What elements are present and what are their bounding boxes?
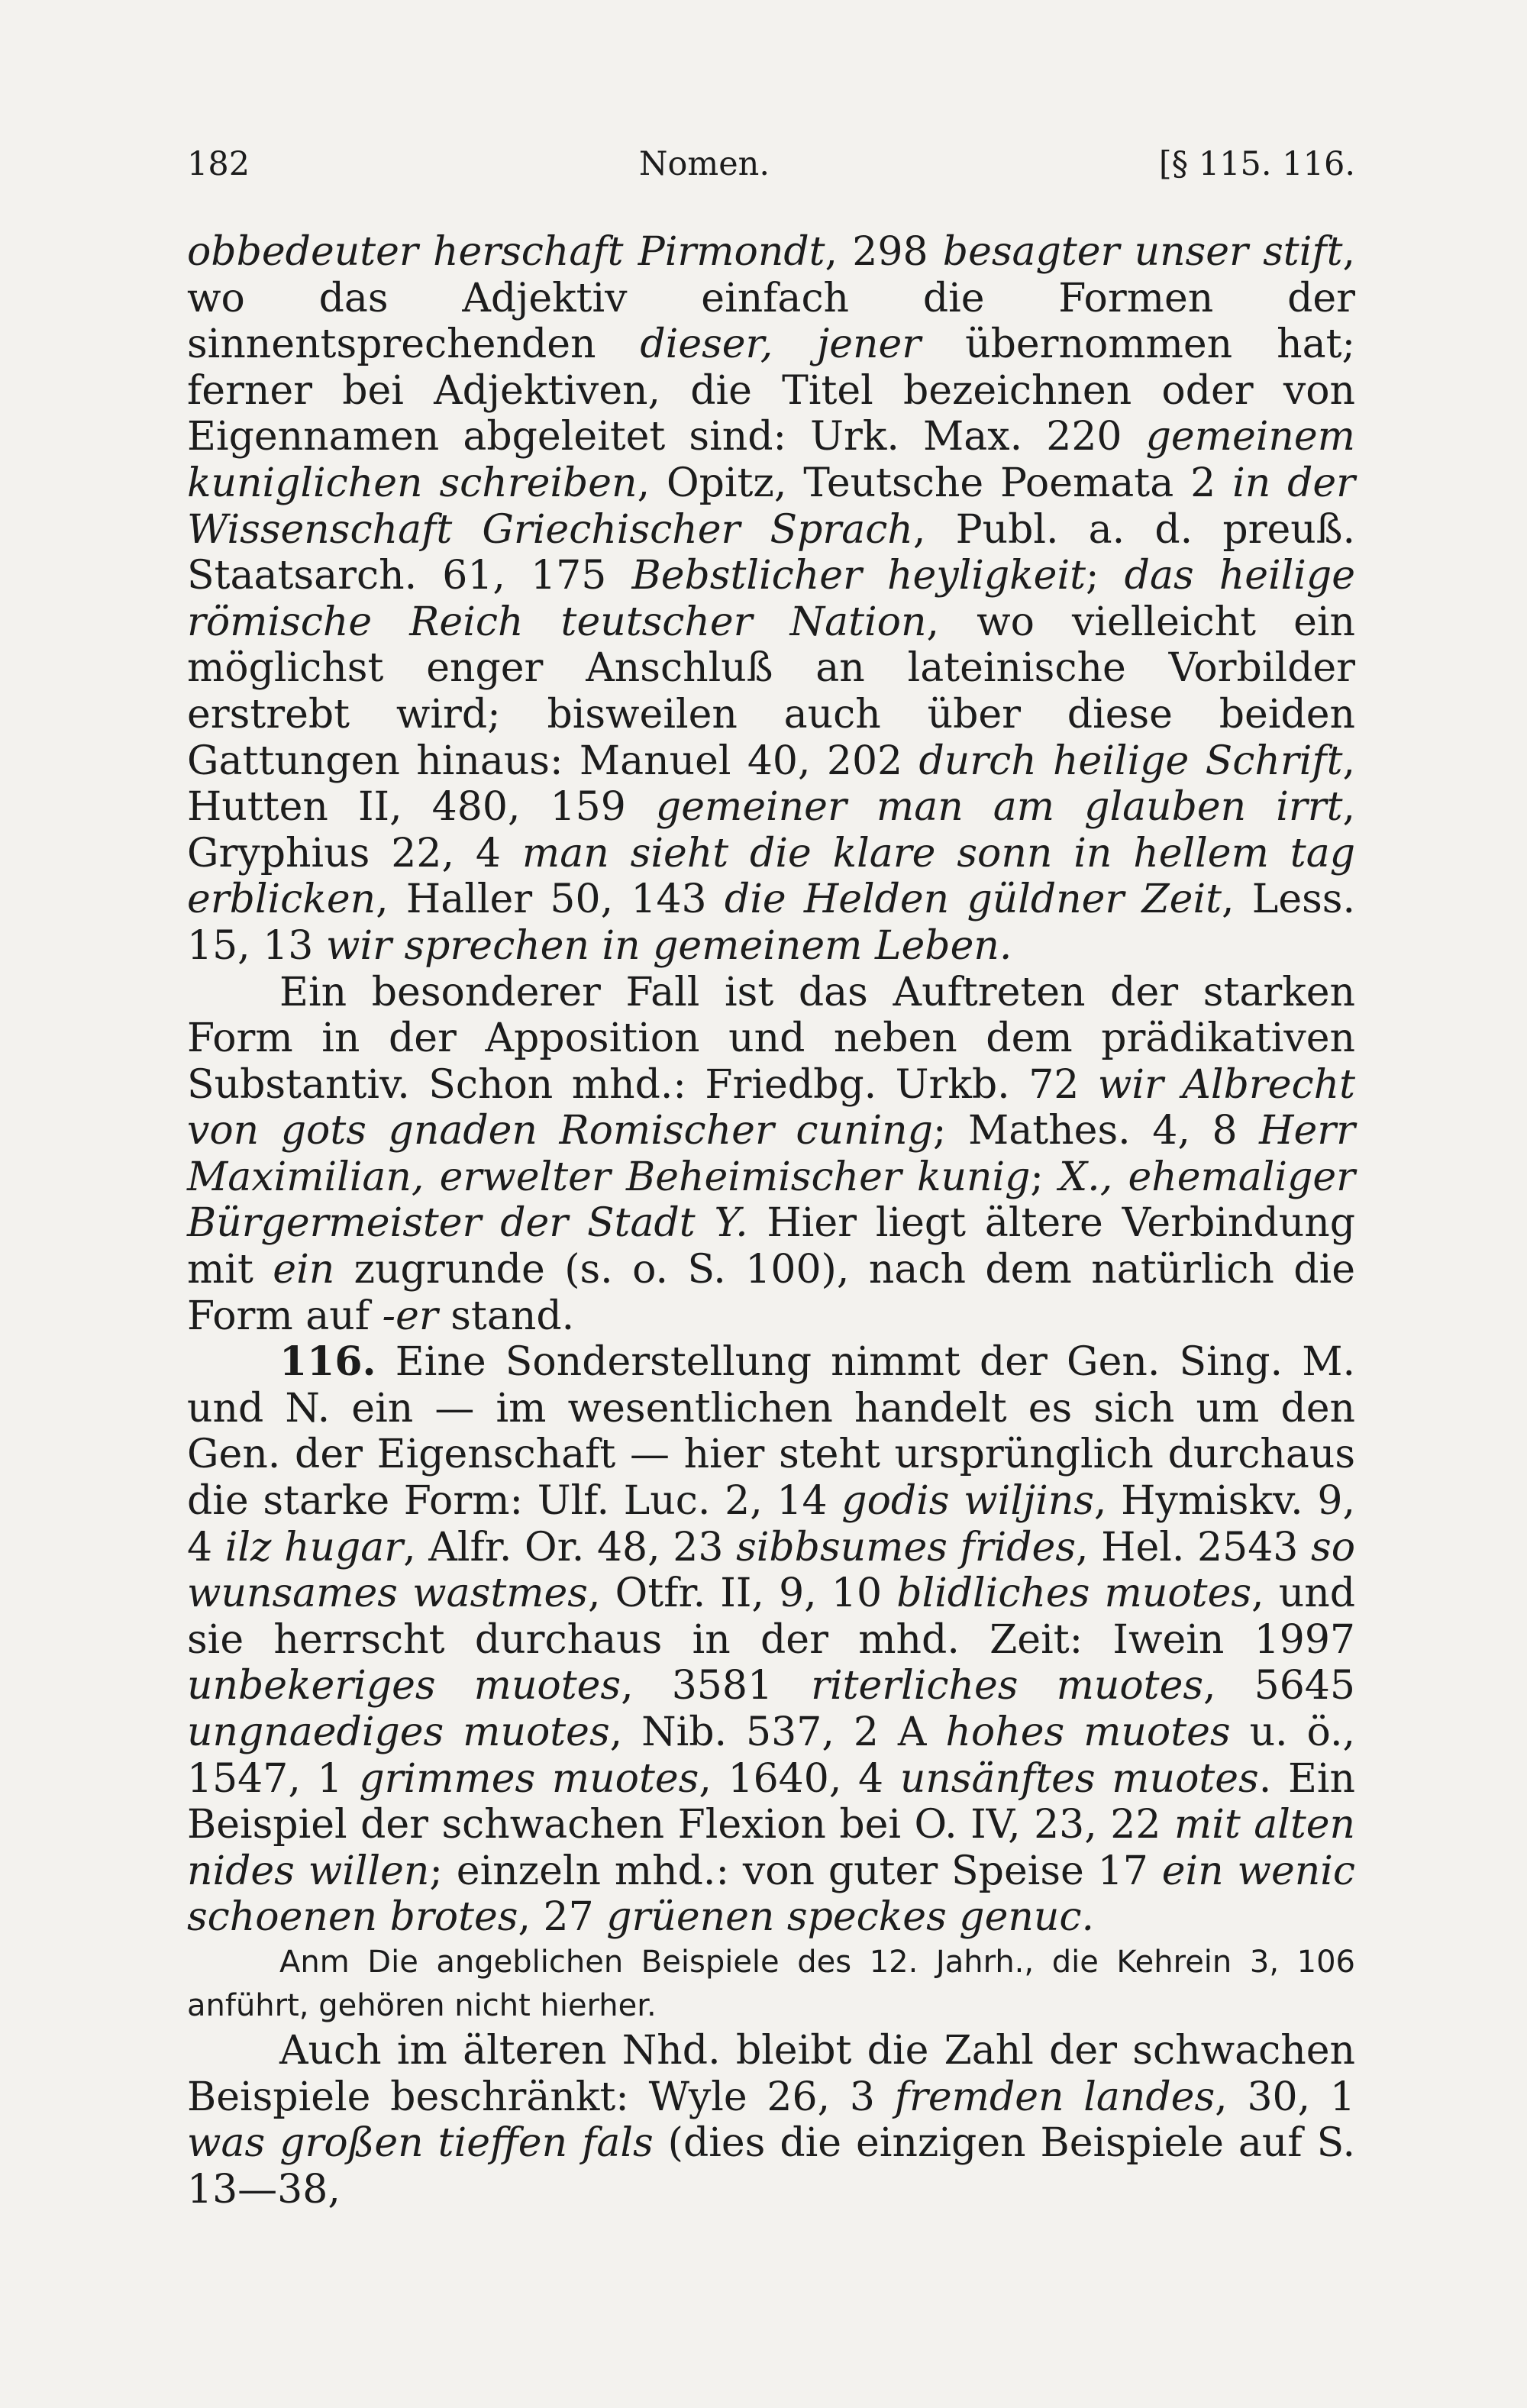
citation: sibbsumes frides: [736, 1524, 1076, 1570]
citation: in der Wissenschaft Griechischer Sprach: [187, 460, 1355, 553]
text-run: , Hel. 2543: [1076, 1524, 1312, 1570]
citation: gemeiner man am glauben irrt: [655, 784, 1343, 831]
paragraph-4: [187, 2028, 1355, 2213]
text-run: , 30, 1: [1215, 2074, 1356, 2120]
citation: gemeinem kuniglichen schreiben: [187, 414, 1355, 506]
text-run: zugrunde (s. o. S. 100), nach dem natürlich die Form auf: [187, 1247, 1355, 1339]
body-text: [187, 229, 1355, 2213]
text-run: , wo vielleicht ein möglichst enger Anschluß an lateinische Vorbilder erstrebt wird; bisweilen auch über diese beiden Gattungen hinaus: Manuel 40, 202: [187, 599, 1355, 784]
text-run: ;: [1030, 1154, 1060, 1200]
citation: grimmes muotes: [359, 1755, 699, 1802]
citation: -er: [382, 1293, 438, 1339]
text-run: (dies die einzigen Beispiele auf S. 13—38,: [187, 2120, 1355, 2213]
text-run: , und sie herrscht durchaus in der mhd. Zeit: Iwein 1997: [187, 1570, 1355, 1663]
citation: riterliches muotes: [811, 1663, 1204, 1709]
text-run: , Haller 50, 143: [376, 876, 725, 923]
citation: fremden landes: [894, 2074, 1215, 2120]
text-run: , Otfr. II, 9, 10: [587, 1570, 897, 1617]
citation: ein: [273, 1247, 335, 1293]
citation: man sieht die klare sonn in hellem tag erblicken: [187, 830, 1355, 923]
text-run: , wo das Adjektiv einfach die Formen der sinnentsprechenden: [187, 229, 1355, 368]
citation: besagter unser stift: [942, 229, 1343, 275]
citation: godis wiljins: [841, 1478, 1094, 1525]
text-run: , 27: [518, 1894, 607, 1941]
text-run: , 1640, 4: [699, 1755, 900, 1802]
text-run: Eine Sonderstellung nimmt der Gen. Sing. M. und N. ein — im wesentlichen handelt es sich um den Gen. der Eigenschaft — hier steht ursprünglich durchaus die starke Form: Ulf. Luc. 2, 14: [187, 1339, 1355, 1525]
citation: blidliches muotes: [896, 1570, 1252, 1617]
text-run: Ein besonderer Fall ist das Auftreten der starken Form in der Apposition und neben dem prädikativen Substantiv. Schon mhd.: Friedbg. Urkb. 72: [187, 969, 1355, 1108]
text-run: u. ö., 1547, 1: [187, 1709, 1356, 1802]
paragraph-1: [187, 229, 1355, 970]
text-run: , Hymiskv. 9, 4: [187, 1478, 1356, 1570]
text-run: Auch im älteren Nhd. bleibt die Zahl der schwachen Beispiele beschränkt: Wyle 26, 3: [187, 2027, 1355, 2120]
citation: unsänftes muotes: [899, 1755, 1259, 1802]
text-run: , Nib. 537, 2 A: [609, 1709, 946, 1755]
citation: wir sprechen in gemeinem Leben.: [325, 922, 1012, 969]
text-run: ;: [1085, 553, 1125, 599]
text-run: , 3581: [621, 1663, 812, 1709]
running-title: Nomen.: [638, 145, 770, 183]
text-run: , Publ. a. d. preuß. Staatsarch. 61, 175: [187, 506, 1355, 599]
text-run: , Alfr. Or. 48, 23: [403, 1524, 737, 1570]
paragraph-3: [187, 1339, 1355, 1941]
text-run: Hier liegt ältere Verbindung mit: [187, 1200, 1355, 1293]
text-run: stand.: [437, 1293, 575, 1339]
citation: das heilige römische Reich teutscher Nation: [187, 553, 1355, 645]
citation: dieser, jener: [640, 321, 922, 368]
citation: hohes muotes: [945, 1709, 1231, 1755]
text-run: , Gryphius 22, 4: [187, 784, 1356, 876]
text-run: ; einzeln mhd.: von guter Speise 17: [429, 1848, 1162, 1894]
text-run: , Hutten II, 480, 159: [187, 738, 1355, 831]
citation: ein wenic schoenen brotes: [187, 1848, 1356, 1941]
text-run: übernommen hat; ferner bei Adjektiven, die Titel bezeichnen oder von Eigennamen abgeleitet sind: Urk. Max. 220: [187, 321, 1355, 460]
page-number: 182: [187, 145, 250, 183]
section-number: 116.: [279, 1338, 376, 1386]
citation: mit alten nides willen: [187, 1802, 1355, 1894]
citation: Bebstlicher heyligkeit: [631, 553, 1086, 599]
citation: wir Albrecht von gots gnaden Romischer cuning: [187, 1061, 1355, 1154]
citation: obbedeuter herschaft Pirmondt: [187, 229, 825, 275]
citation: ilz hugar: [224, 1524, 404, 1570]
citation: X., ehemaliger Bürgermeister der Stadt Y.: [187, 1154, 1355, 1247]
citation: die Helden güldner Zeit: [724, 876, 1222, 923]
citation: Herr Maximilian, erwelter Beheimischer kunig: [187, 1108, 1355, 1200]
citation: unbekeriges muotes: [187, 1663, 621, 1709]
citation: ungnaediges muotes: [187, 1709, 610, 1755]
citation: grüenen speckes genuc.: [606, 1894, 1094, 1941]
citation: was großen tieffen fals: [187, 2120, 654, 2167]
text-run: , 298: [825, 229, 943, 275]
text-run: , Less. 15, 13: [187, 876, 1355, 969]
footnote-anm: Anm Die angeblichen Beispiele des 12. Jahrh., die Kehrein 3, 106 anführt, gehören nicht hierher.: [187, 1944, 1355, 2023]
text-run: . Ein Beispiel der schwachen Flexion bei O. IV, 23, 22: [187, 1755, 1356, 1848]
section-range: [§ 115. 116.: [1158, 145, 1355, 183]
text-run: , Opitz, Teutsche Poemata 2: [637, 460, 1233, 506]
citation: durch heilige Schrift: [918, 738, 1343, 784]
paragraph-2: [187, 970, 1355, 1340]
running-header: [187, 145, 1355, 183]
text-run: , 5645: [1203, 1663, 1355, 1709]
text-run: ; Mathes. 4, 8: [932, 1108, 1260, 1154]
citation: so wunsames wastmes: [187, 1524, 1356, 1617]
